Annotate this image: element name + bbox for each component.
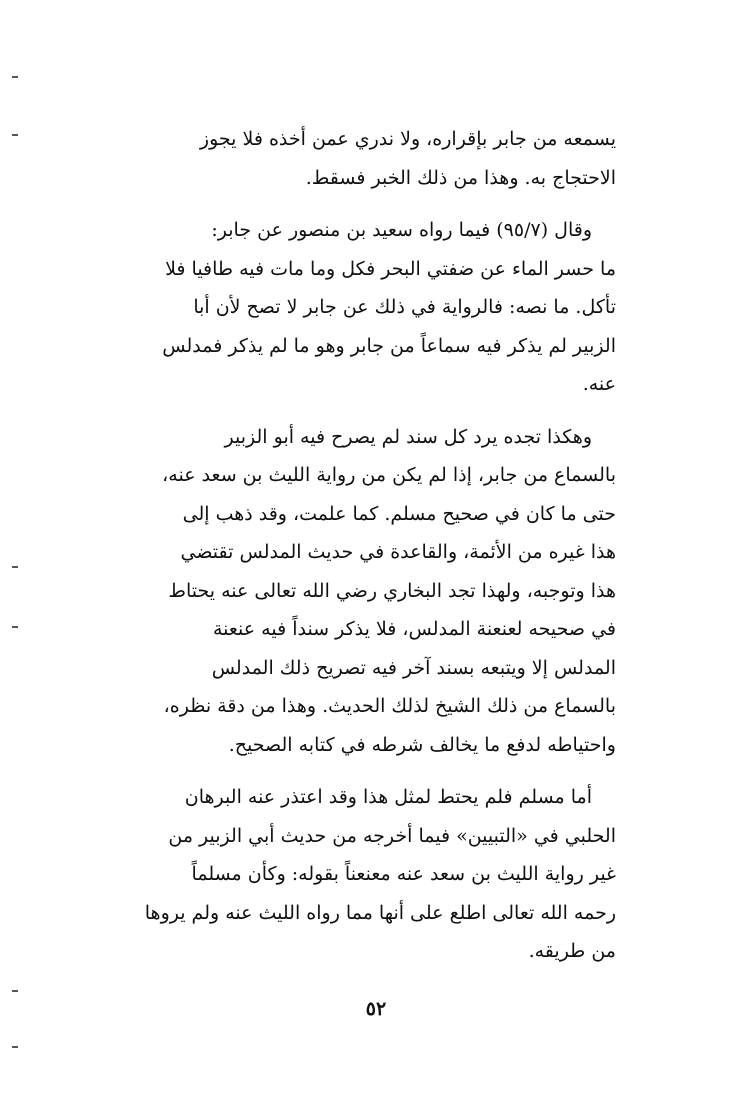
paragraph-2 — [130, 211, 616, 404]
text-line: الحلبي في «التبيين» فيما أخرجه من حديث أبي الزبير من — [168, 824, 616, 847]
text-line: عنه. — [582, 373, 616, 395]
page-number: ٥٢ — [365, 998, 387, 1020]
text-line: هذا غيره من الأئمة، والقاعدة في حديث المدلس تقتضي — [180, 541, 616, 563]
text-line: بالسماع من جابر، إذا لم يكن من رواية الليث بن سعد عنه، — [162, 464, 616, 486]
text-line: رحمه الله تعالى اطلع على أنها مما رواه الليث عنه ولم يروها — [144, 901, 616, 924]
margin-mark — [12, 76, 18, 78]
paragraph-3 — [130, 418, 616, 765]
text-line: وهكذا تجده يرد كل سند لم يصرح فيه أبو الزبير — [224, 425, 592, 448]
paragraph-4 — [130, 778, 616, 971]
text-line: أما مسلم فلم يحتط لمثل هذا وقد اعتذر عنه البرهان — [184, 786, 592, 808]
text-line: وقال (٩٥/٧) فيما رواه سعيد بن منصور عن جابر: — [211, 219, 592, 241]
text-line: بالسماع من ذلك الشيخ لذلك الحديث. وهذا من دقة نظره، — [163, 695, 616, 717]
text-line: غير رواية الليث بن سعد عنه معنعناً بقوله: وكأن مسلماً — [191, 863, 616, 885]
margin-mark — [12, 990, 18, 992]
margin-mark — [12, 626, 18, 628]
margin-mark — [12, 134, 18, 136]
text-line: يسمعه من جابر بإقراره، ولا ندري عمن أخذه فلا يجوز — [199, 128, 616, 150]
text-line: الزبير لم يذكر فيه سماعاً من جابر وهو ما لم يذكر فمدلس — [162, 334, 616, 357]
text-line: ما حسر الماء عن ضفتي البحر فكل وما مات فيه طافيا فلا — [165, 257, 616, 280]
text-line: في صحيحه لعنعنة المدلس، فلا يذكر سنداً فيه عنعنة — [212, 618, 616, 640]
text-line: من طريقه. — [528, 940, 616, 962]
text-line: هذا وتوجبه، ولهذا تجد البخاري رضي الله تعالى عنه يحتاط — [168, 579, 616, 602]
margin-mark — [12, 566, 18, 568]
text-line: المدلس إلا ويتبعه بسند آخر فيه تصريح ذلك المدلس — [211, 656, 616, 679]
page-text — [130, 120, 616, 971]
text-line: الاحتجاج به. وهذا من ذلك الخبر فسقط. — [305, 166, 616, 189]
text-line: تأكل. ما نصه: فالرواية في ذلك عن جابر لا تصح لأن أبا — [193, 296, 616, 318]
paragraph-1 — [130, 120, 616, 197]
text-line: حتى ما كان في صحيح مسلم. كما علمت، وقد ذهب إلى — [182, 502, 616, 525]
margin-mark — [12, 1046, 18, 1048]
text-line: واحتياطه لدفع ما يخالف شرطه في كتابه الصحيح. — [228, 733, 616, 756]
